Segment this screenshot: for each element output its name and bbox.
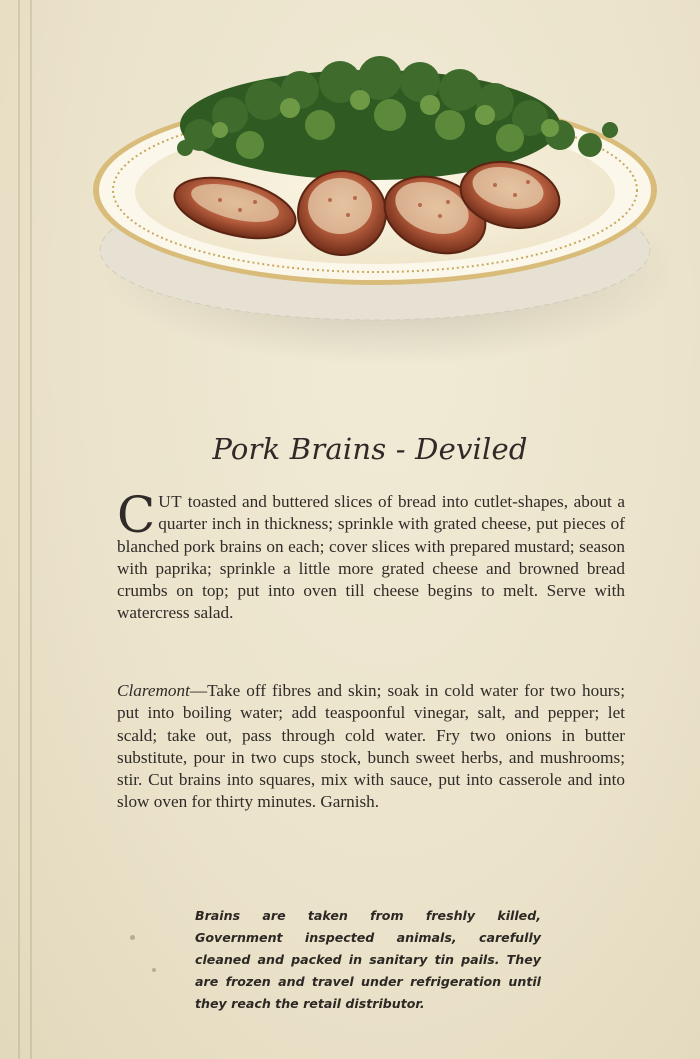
plated-dish-illustration — [90, 20, 670, 370]
first-word: UT — [158, 492, 183, 511]
recipe-paragraph-deviled — [117, 486, 625, 625]
recipe-paragraph-claremont — [117, 680, 625, 814]
paragraph-deviled-text: toasted and buttered slices of bread into cutlet-shapes, about a quarter inch in thickness; sprinkle with grated cheese, put pieces of blanched pork brains on each; cover slices with prepared mustard; season with paprika; sprinkle a little more grated cheese and browned bread crumbs on top; put into oven till cheese begins to melt. Serve with watercress salad. — [117, 492, 625, 623]
recipe-title: Pork Brains - Deviled — [212, 432, 528, 466]
paper-speck — [130, 935, 135, 940]
footnote: Brains are taken from freshly killed, Government inspected animals, carefully cleaned and packed in sanitary tin pails. They are frozen and travel under refrigeration until they reach the retail distributor. — [195, 908, 541, 1011]
paragraph-claremont-text: —Take off fibres and skin; soak in cold water for two hours; put into boiling water; add teaspoonful vinegar, salt, and pepper; let scald; take out, pass through cold water. Fry two onions in butter substitute, pour in two cups stock, bunch sweet herbs, and mushrooms; stir. Cut brains into squares, mix with sauce, put into casserole and into slow oven for thirty minutes. Garnish. — [117, 681, 625, 812]
variant-name: Claremont — [117, 681, 190, 700]
paper-speck — [152, 968, 156, 972]
drop-cap: C — [117, 486, 156, 544]
binding-line-outer — [18, 0, 20, 1059]
binding-line-inner — [30, 0, 32, 1059]
